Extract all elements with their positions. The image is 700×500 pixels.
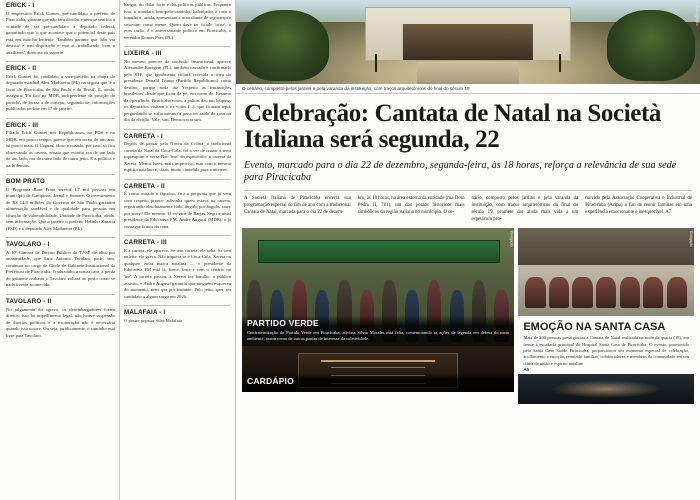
brief-title: ERICK - I bbox=[6, 2, 35, 9]
brief-body: O pastor popstar Silas Malafaia bbox=[124, 317, 182, 323]
brief-body: A 10ª Câmara de Direito Público do TJ-SP decidiu, por unanimidade, que Luiz Antonio Tavolaro pode, sim, continuar no cargo de Chefe de Gabinete Institucional da Prefeitura de Piracicaba. Traduzindo: a tomar cara, a perda do gabinete realizou o Tavolaro voltará ao posto como se nada tivesse acontecido. bbox=[6, 249, 115, 288]
brief-body: O empresário Erick Gomes, pré-candidato a prefeito de Piracicaba, garante que não tem dívidas e nem se sentiria à vontade de ser pré-candidato a deputado federal, garantindo que 'o que acontece que o potencial deste país está em marcha leniente. Também garante que 'não vai desistir' e tem disposição e está aí, trabalhando 'com o auxiliares', diretoria ou suporte. bbox=[6, 10, 115, 55]
main-article bbox=[236, 0, 700, 500]
choir-member bbox=[667, 277, 687, 307]
brief-title: CARRETA - I bbox=[124, 132, 163, 140]
photo-credit: Divulgação bbox=[689, 231, 693, 248]
bottom-dark-photo bbox=[518, 374, 694, 404]
brief-title: MALAFAIA - I bbox=[124, 309, 166, 317]
brief-title: CARRETA - II bbox=[124, 182, 165, 190]
brief-item bbox=[124, 239, 231, 300]
divider bbox=[6, 118, 115, 119]
lamp-right bbox=[559, 54, 561, 72]
event-banner bbox=[258, 240, 500, 263]
lamp-left bbox=[375, 54, 377, 72]
brief-item bbox=[124, 133, 231, 174]
panel-caption-overlay bbox=[242, 315, 514, 347]
brief-body: É como ousado e figurino, fica a pergunta que já vem com respeito pronto: adivinha quem estava na carreta, registrando absolutamente tudo, ângulo por ângulo, story por story? Ele mesmo. O ex-vice de Barjas Negri e atual presidente da Educativa FM, André Augusti (MDB), o já consagrado ator da cena. bbox=[124, 191, 231, 229]
panel-santa-casa bbox=[518, 228, 694, 403]
divider bbox=[124, 305, 231, 306]
brief-body: Erick Gomes foi candidato a vice-prefeito na chapa do deputado estadual Alex Madureira (PL) na segura que 'é a favor de Piracicaba, de São Paulo e do Brasil'. E, ainda, assegura: 'Eu fico no MDB, independente da posição do partido', de forma a de cortejar, seguindo de, informações publicadas on-line em 17 de janeiro. bbox=[6, 73, 115, 112]
brief-item bbox=[6, 65, 115, 113]
brief-item bbox=[124, 309, 231, 324]
brief-item bbox=[124, 183, 231, 231]
brief-body: No julgamento do agravo, os desembargadores foram diretos: isso há impedimento legal, não houve suspensão de direitos políticos e a exoneração não é necessária quando isso ocorre. Ou seja, juridicamente, o caminho está livre para Tavolaro. bbox=[6, 306, 115, 338]
building bbox=[365, 7, 571, 61]
photo-credit: Divulgação bbox=[509, 231, 514, 248]
tree-right bbox=[607, 10, 695, 81]
briefs-column-2 bbox=[120, 0, 236, 500]
choir-member bbox=[549, 277, 569, 307]
santa-body: Mais de 200 pessoas prestigiaram a Cantata de Natal realizada na noite de quarta (18), em frente à escadaria principal do Hospital Santa Casa de Piracicaba. O evento, promovido pela Santa Casa Saúde Piracicaba, proporcionou um momento especial de celebração, acolhimento e emoção, reunindo famílias, colaboradores e membros da comunidade em um clima de união e espírito natalino. bbox=[523, 335, 689, 366]
lede-col-3: nário, composto pelos jardins e pela varanda da instituição, com traços arquitetônicos do final do século 19, promete dar ainda mais vida a um espetáculo pro- bbox=[471, 195, 579, 223]
divider bbox=[6, 174, 115, 175]
brief-title: ERICK - II bbox=[6, 65, 37, 73]
brief-item bbox=[6, 298, 115, 339]
hero-caption: O cenário, composto pelos jardins e pela varanda da instituição, com traços arquitetônicos do final do século 19 bbox=[236, 84, 700, 94]
brief-title: ERICK - III bbox=[6, 121, 39, 129]
brief-title: LIXEIRA - III bbox=[124, 50, 162, 58]
lede-columns bbox=[244, 195, 692, 223]
brief-body: Filiado Erick Gomes nos Republicanos, no PDS e no MDB, em pouco tempo, parece que em torno de um ano, só pouco mais. O Caguas, idoso e ousado, por isso, só fica observando as ravens, ensaia que escutio ora de um lado de um lado, ora de outro lado de outro jeito. E a política e nada demais. bbox=[6, 130, 115, 168]
divider bbox=[6, 61, 115, 62]
brief-item bbox=[6, 122, 115, 170]
divider bbox=[244, 190, 692, 191]
brief-title: CARRETA - III bbox=[124, 239, 167, 247]
brief-body: Depois de passar pela Novra da Colina, a tradicional carreta de Natal da Coca-Cola, foi a ver de cruzar a terra topiasquim e versa-Nec 'inst' do espetáculo: a carreta da Xereta. Menos luzes, mais improviso, mas com o mesmo espírito natalino e, claro, muito conteúdo para a internet. bbox=[124, 141, 231, 173]
choir-member bbox=[525, 277, 545, 307]
lede-col-1: A Società Italiana de Piracicaba encerra sua programação especial de fim de ano com a tradicional Cantata de Natal, marcada para o dia 22 de dezem- bbox=[244, 195, 351, 216]
brief-title: BOM PRATO bbox=[6, 178, 46, 186]
brief-title: TAVOLARO - I bbox=[6, 241, 50, 249]
divider bbox=[124, 179, 231, 180]
stage-backdrop bbox=[518, 228, 694, 265]
brief-body: No mesmo parecer de confusão instrucional, aparece Alexandre Karagem (PL), também causado e confirmado pelo STF, que igualmente voltará corroída a terra do presidente Donald Trump (Partido Republicano) como destino, porque nada diz 'respeito às instituições brasileiras' desde que ficou de pé, em torno de. Resumo da ópera bufa: Piracicaba votos, a palitos deu um louping, os deputados visitam o ex-votos (...), que ficaram aqui, perguntando se valia mesmo a pena ter saído de casa no dia da eleição. Vale, sim, Democracia sim. bbox=[124, 58, 231, 123]
divider bbox=[6, 237, 115, 238]
lede-col-2: bro, às 18 horas, na área externa da entidade (rua Dom Pedro II, 781), um dos pontos históricos mais simbólicos da região italiana no município. O ce- bbox=[357, 195, 465, 216]
brief-item bbox=[6, 178, 115, 232]
brief-body: O Programa Bom Prato servirá 1,7 mil pessoas em município de Campinas. Jornal e Sumaré. O investimento de R$ 14,8 milhões do Governo de São Paulo garantirá alimentação saudável e de qualidade para pessoas em situação de vulnerabilidade. Unidade de Piracicaba, ainda, sem informação. Que a janeiro o prefeito Helinho Zanatta (PSD) e o deputado Alex Madureira (PL). bbox=[6, 186, 115, 231]
light-glow bbox=[550, 380, 662, 398]
choir-member bbox=[596, 277, 616, 307]
choir-member bbox=[643, 277, 663, 307]
group-photo bbox=[242, 228, 514, 346]
menu-title: CARDÁPIO bbox=[247, 376, 294, 387]
brief-item bbox=[124, 50, 231, 124]
santa-caption bbox=[518, 316, 694, 373]
divider bbox=[124, 235, 231, 236]
menu-photo bbox=[242, 346, 514, 392]
lede-col-4: movido pela Associação Cooperativa e Industrial de Piracicaba (Acipa) a fim de reunir famílias em uma experiência emocionante e inesquecível. A7 bbox=[585, 195, 692, 216]
panel-body: Confraternização do Partido Verde em Piracicaba, ativista Silvia Morales está feliz, comemorando as ações da legenda em defesa do meio ambiente, assim como de outras pautas de interesse da coletividade. bbox=[247, 329, 510, 341]
brief-body: hangar, do dólar forte e das políticas públicas. Enquanto isso, o mandato bem-pelo-caminho, balançados e com o tumulto e, ainda, apresentam a urna diante de segurança e veio-ram como meme. Quem deve ter ficado 'triste', o ecos razão, é o aniversariante político em Piracicaba, o vereador Romas Paes (PL). bbox=[124, 2, 231, 40]
hero-photo bbox=[236, 0, 700, 84]
photo-panels bbox=[236, 228, 700, 403]
menu-caption-overlay bbox=[242, 373, 514, 392]
choir-member bbox=[620, 277, 640, 307]
santa-title: EMOÇÃO NA SANTA CASA bbox=[523, 321, 666, 334]
panel-partido-verde bbox=[242, 228, 514, 403]
divider bbox=[124, 129, 231, 130]
brief-item bbox=[6, 241, 115, 289]
tree-left bbox=[241, 10, 329, 81]
briefs-column-1 bbox=[0, 0, 120, 500]
santa-photo bbox=[518, 228, 694, 316]
choir-member bbox=[572, 277, 592, 307]
santa-page-ref: A6 bbox=[523, 367, 530, 373]
brief-title: TAVOLARO - II bbox=[6, 298, 52, 305]
page-title: Celebração: Cantata de Natal na Società Italiana será segunda, 22 bbox=[244, 100, 661, 153]
divider bbox=[124, 46, 231, 47]
choir-row bbox=[525, 265, 687, 307]
photo-credit: Divulgação bbox=[695, 6, 699, 26]
brief-item bbox=[6, 2, 115, 56]
subheadline: Evento, marcado para o dia 22 de dezembro, segunda-feira, às 18 horas, reforça a relevância de sua sede para Piracicaba bbox=[244, 160, 677, 184]
brief-body: E a carreta, ele aparece. Se tem carreta, ele sobe. Se tem enfeite, ele grava. Não importa se é Coca-Cola, Xereta ou qualquer outra marca natalina — o presidente da Educativa FM está lá, firme, forte e com o cenário no 'tee'. A carreta passou, a Xereta fez barulho, o público assistiu, e André Augusti garantiu que ninguém esqueceu do momento, nem que por instante. Pelo jeito, quer ser candidato a algum cargo em 2026. bbox=[124, 247, 231, 299]
walkway bbox=[417, 62, 519, 84]
divider bbox=[6, 294, 115, 295]
panel-title: PARTIDO VERDE bbox=[247, 317, 319, 328]
brief-item bbox=[124, 2, 231, 41]
